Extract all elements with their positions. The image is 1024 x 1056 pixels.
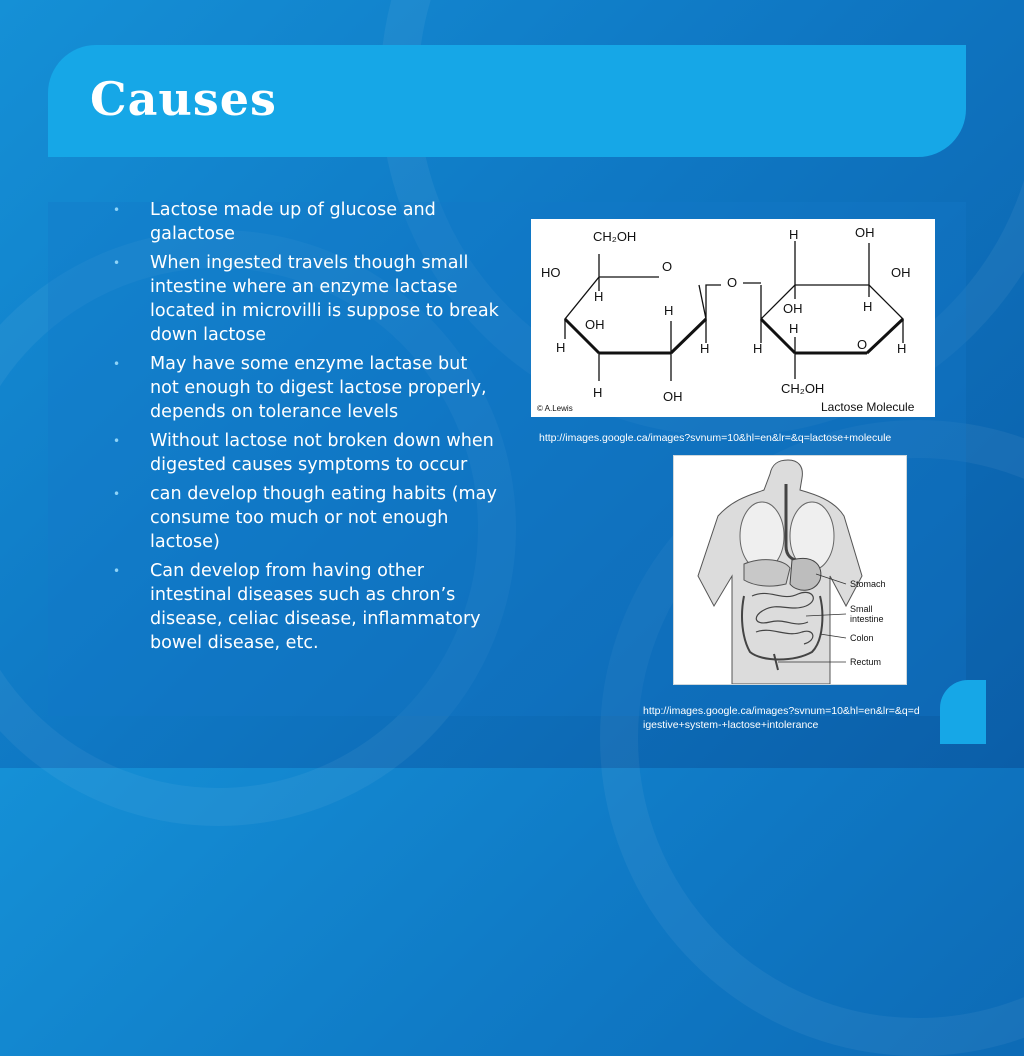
- molecule-name: Lactose Molecule: [821, 400, 915, 414]
- bullet-text: Without lactose not broken down when digested causes symptoms to occur: [150, 431, 494, 475]
- molecule-label: H: [593, 385, 603, 400]
- molecule-label: H: [664, 303, 674, 318]
- molecule-label: OH: [891, 265, 911, 280]
- bullet-icon: •: [113, 357, 121, 371]
- molecule-label: CH₂OH: [781, 381, 825, 396]
- bullet-text: Lactose made up of glucose and galactose: [150, 200, 436, 244]
- molecule-caption: http://images.google.ca/images?svnum=10&hl=en&lr=&q=lactose+molecule: [539, 432, 892, 444]
- lactose-structure-diagram: [531, 219, 935, 417]
- molecule-label: O: [857, 337, 868, 352]
- molecule-label: H: [863, 299, 873, 314]
- molecule-label: H: [789, 321, 799, 336]
- small-intestine-label: Small: [850, 604, 873, 614]
- bullet-item: [110, 482, 500, 554]
- bullet-list: [110, 198, 500, 660]
- bullet-text: May have some enzyme lactase but not enough to digest lactose properly, depends on tolerance levels: [150, 354, 487, 422]
- digestive-caption-line-2: igestive+system-+lactose+intolerance: [643, 719, 819, 731]
- molecule-label: OH: [855, 225, 875, 240]
- molecule-label: CH₂OH: [593, 229, 637, 244]
- slide-title: Causes: [90, 72, 277, 126]
- molecule-label: H: [700, 341, 710, 356]
- small-intestine-label: intestine: [850, 614, 884, 624]
- molecule-label: H: [897, 341, 907, 356]
- bullet-icon: •: [113, 256, 121, 270]
- stomach-label: Stomach: [850, 579, 886, 589]
- molecule-label: H: [753, 341, 763, 356]
- molecule-label: OH: [663, 389, 683, 404]
- bullet-text: Can develop from having other intestinal diseases such as chron’s disease, celiac disease, inflammatory bowel disease, etc.: [150, 561, 481, 653]
- bullet-icon: •: [113, 564, 121, 578]
- bullet-item: [110, 429, 500, 477]
- molecule-label: O: [662, 259, 673, 274]
- molecule-label: H: [556, 340, 566, 355]
- bullet-text: When ingested travels though small intestine where an enzyme lactase located in microvilli is suppose to break down lactose: [150, 253, 499, 345]
- bullet-icon: •: [113, 203, 121, 217]
- bullet-item: [110, 352, 500, 424]
- liver: [744, 560, 790, 586]
- molecule-label: O: [727, 275, 738, 290]
- molecule-label: H: [789, 227, 799, 242]
- bullet-text: can develop though eating habits (may consume too much or not enough lactose): [150, 484, 497, 552]
- molecule-bonds: [565, 241, 903, 381]
- corner-decoration: [940, 680, 986, 744]
- digestive-system-image: [673, 455, 907, 685]
- bullet-item: [110, 251, 500, 347]
- digestive-system-diagram: [674, 456, 906, 684]
- bullet-icon: •: [113, 487, 121, 501]
- bullet-item: [110, 198, 500, 246]
- bullet-item: [110, 559, 500, 655]
- molecule-label: HO: [541, 265, 561, 280]
- digestive-caption-line-1: http://images.google.ca/images?svnum=10&hl=en&lr=&q=d: [643, 705, 920, 717]
- molecule-label: OH: [783, 301, 803, 316]
- bullet-icon: •: [113, 434, 121, 448]
- lactose-molecule-image: [531, 219, 935, 417]
- colon-label: Colon: [850, 633, 874, 643]
- molecule-credit: © A.Lewis: [537, 404, 573, 413]
- rectum-label: Rectum: [850, 657, 882, 667]
- molecule-label: OH: [585, 317, 605, 332]
- molecule-label: H: [594, 289, 604, 304]
